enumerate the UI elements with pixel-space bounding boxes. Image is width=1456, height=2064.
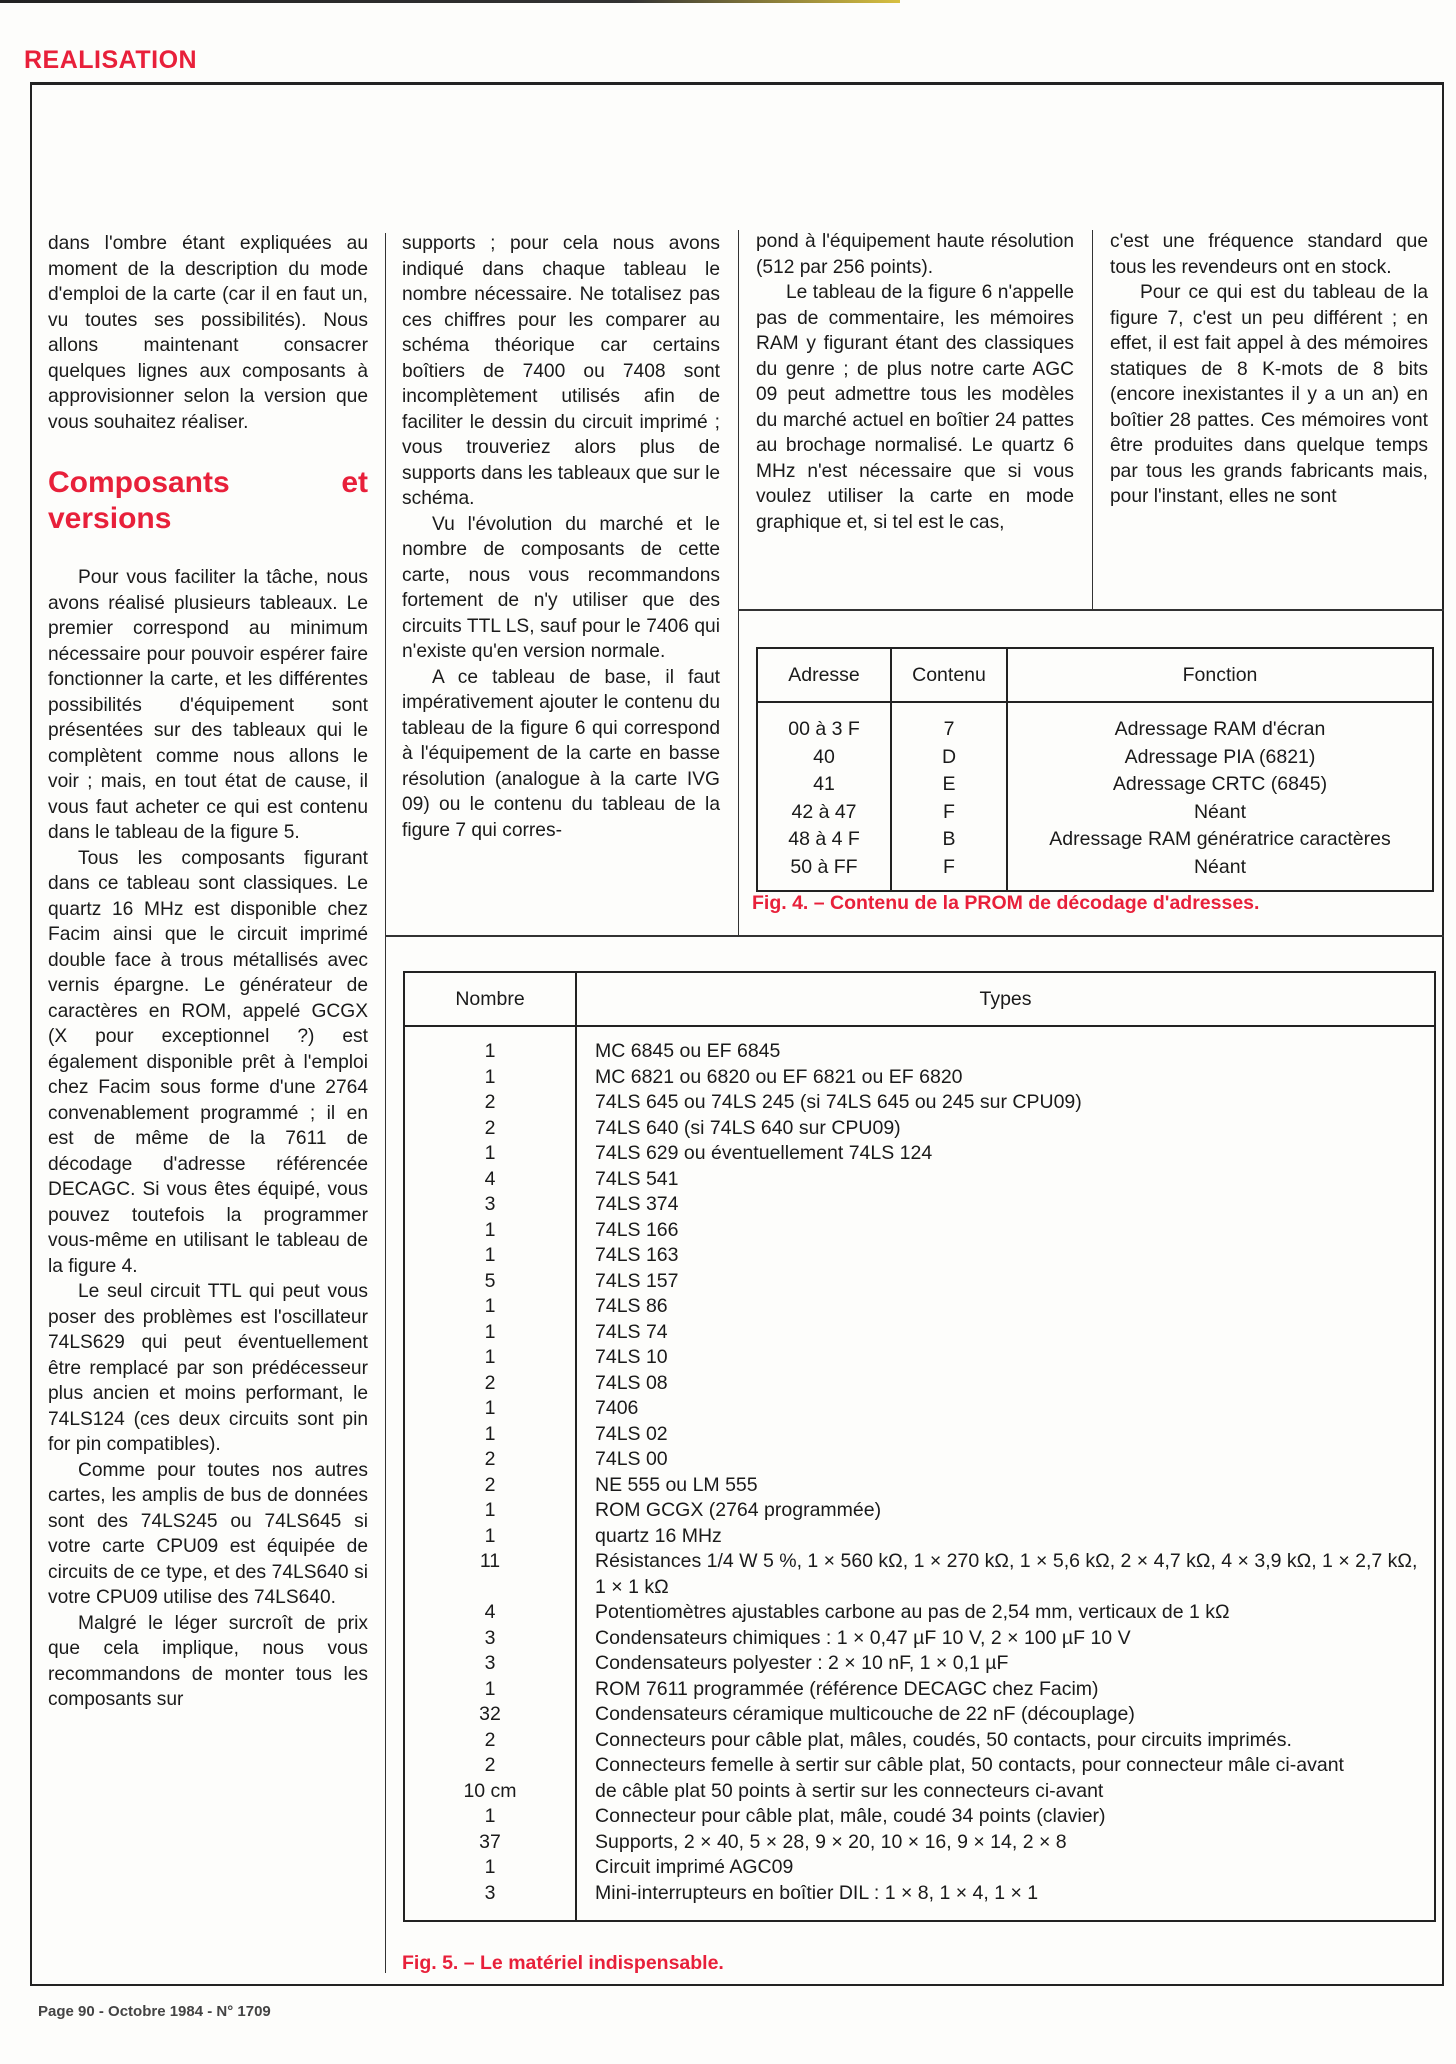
- table-row: [404, 1600, 1435, 1626]
- address-cell: 48 à 4 F: [757, 826, 891, 854]
- type-cell: 74LS 74: [595, 1320, 668, 1343]
- paragraph: Malgré le léger surcroît de prix que cela implique, nous vous recommandons de monter tous les composants sur: [48, 1612, 368, 1710]
- paragraph: Comme pour toutes nos autres cartes, les amplis de bus de données sont des 74LS245 ou 74LS645 si votre carte CPU09 est équipée de circuits de ce type, et des 74LS640 si votre CPU09 utilise des 74LS640.: [48, 1459, 368, 1608]
- paragraph: pond à l'équipement haute résolution (512 par 256 points).: [756, 231, 1074, 278]
- column-header: Contenu: [891, 648, 1007, 702]
- quantity-cell: 1: [404, 1345, 576, 1371]
- function-cell: Adressage RAM génératrice caractères: [1049, 828, 1391, 850]
- table-row: [404, 1473, 1435, 1499]
- table-row: [757, 744, 1433, 772]
- type-cell: Circuit imprimé AGC09: [595, 1856, 794, 1878]
- type-cell: 74LS 640 (si 74LS 640 sur CPU09): [595, 1116, 901, 1139]
- type-cell: 74LS 08: [595, 1371, 668, 1394]
- table-row: [404, 1396, 1435, 1422]
- table-row: [404, 1626, 1435, 1652]
- quantity-cell: 2: [404, 1447, 576, 1473]
- type-cell: Condensateurs céramique multicouche de 22 nF (découplage): [595, 1703, 1135, 1725]
- quantity-cell: 1: [404, 1243, 576, 1269]
- column-header: Adresse: [757, 648, 891, 702]
- type-cell: 74LS 541: [595, 1167, 679, 1190]
- column-divider: [385, 233, 386, 1973]
- column-header: Nombre: [404, 972, 576, 1026]
- type-cell: Connecteurs pour câble plat, mâles, coudés, 50 contacts, pour circuits imprimés.: [595, 1728, 1292, 1751]
- column-header: Fonction: [1007, 648, 1433, 702]
- type-cell: ROM GCGX (2764 programmée): [595, 1499, 882, 1521]
- table-row: [404, 1422, 1435, 1448]
- table-row: [404, 1065, 1435, 1091]
- table-row: [404, 1549, 1435, 1600]
- column-divider: [738, 230, 739, 935]
- function-cell: Adressage CRTC (6845): [1112, 773, 1328, 795]
- quantity-cell: 1: [404, 1855, 576, 1881]
- table-row: [404, 1677, 1435, 1703]
- paragraph: c'est une fréquence standard que tous les revendeurs ont en stock.: [1110, 231, 1428, 278]
- quantity-cell: 1: [404, 1422, 576, 1448]
- type-cell: quartz 16 MHz: [595, 1524, 722, 1547]
- table-row: [757, 854, 1433, 892]
- type-cell: Résistances 1/4 W 5 %, 1 × 560 kΩ, 1 × 270 kΩ, 1 × 5,6 kΩ, 2 × 4,7 kΩ, 4 × 3,9 kΩ, 1 × 2,7 kΩ, 1 × 1 kΩ: [595, 1550, 1418, 1598]
- type-cell: MC 6845 ou EF 6845: [595, 1040, 781, 1062]
- quantity-cell: 1: [404, 1804, 576, 1830]
- type-cell: ROM 7611 programmée (référence DECAGC chez Facim): [595, 1677, 1099, 1700]
- table-row: [404, 1167, 1435, 1193]
- type-cell: de câble plat 50 points à sertir sur les connecteurs ci-avant: [595, 1779, 1104, 1802]
- type-cell: 74LS 157: [595, 1269, 679, 1292]
- type-cell: 74LS 10: [595, 1346, 668, 1368]
- quantity-cell: 3: [404, 1651, 576, 1677]
- column-divider: [1092, 230, 1093, 610]
- column-1: [48, 231, 368, 1713]
- type-cell: Connecteur pour câble plat, mâle, coudé 34 points (clavier): [595, 1805, 1106, 1827]
- quantity-cell: 1: [404, 1141, 576, 1167]
- table-row: [404, 1498, 1435, 1524]
- table-row: [404, 1294, 1435, 1320]
- quantity-cell: 1: [404, 1294, 576, 1320]
- content-cell: F: [891, 799, 1007, 827]
- address-cell: 50 à FF: [757, 854, 891, 892]
- type-cell: 74LS 00: [595, 1448, 668, 1470]
- table-row: [404, 1651, 1435, 1677]
- section-header: REALISATION: [24, 46, 198, 74]
- paragraph: Pour vous faciliter la tâche, nous avons réalisé plusieurs tableaux. Le premier correspond au minimum nécessaire pour pouvoir espérer faire fonctionner la carte, et les différentes possibilités d'équipement sont présentées sur des tableaux qui le complètent comme nous allons le voir ; mais, en tout état de cause, il vous faut acheter ce qui est contenu dans le tableau de la figure 5.: [48, 567, 368, 843]
- type-cell: Connecteurs femelle à sertir sur câble plat, 50 contacts, pour connecteur mâle ci-avant: [595, 1754, 1344, 1776]
- quantity-cell: 3: [404, 1626, 576, 1652]
- quantity-cell: 1: [404, 1065, 576, 1091]
- quantity-cell: 32: [404, 1702, 576, 1728]
- table-row: [404, 1830, 1435, 1856]
- table-row: [757, 826, 1433, 854]
- quantity-cell: 1: [404, 1218, 576, 1244]
- quantity-cell: 2: [404, 1090, 576, 1116]
- function-cell: Adressage PIA (6821): [1124, 745, 1316, 768]
- table-row: [404, 1447, 1435, 1473]
- address-cell: 40: [757, 744, 891, 772]
- table-row: [404, 1218, 1435, 1244]
- quantity-cell: 1: [404, 1026, 576, 1065]
- quantity-cell: 4: [404, 1600, 576, 1626]
- table-row: [404, 1192, 1435, 1218]
- quantity-cell: 1: [404, 1498, 576, 1524]
- column-2: [402, 231, 720, 843]
- quantity-cell: 3: [404, 1881, 576, 1922]
- type-cell: Mini-interrupteurs en boîtier DIL : 1 × 8, 1 × 4, 1 × 1: [595, 1881, 1039, 1904]
- function-cell: Néant: [1193, 855, 1247, 878]
- type-cell: 74LS 02: [595, 1422, 668, 1445]
- paragraph: Pour ce qui est du tableau de la figure 7, c'est un peu différent ; en effet, il est fait appel à des mémoires statiques de 8 K-mots de 8 bits (encore inexistantes il y a un an) en boîtier 28 pattes. Ces mémoires vont être produites dans quelque temps par tous les grands fabricants mais, pour l'instant, elles ne sont: [1110, 282, 1428, 507]
- quantity-cell: 2: [404, 1116, 576, 1142]
- address-cell: 00 à 3 F: [757, 702, 891, 744]
- figure-divider: [738, 609, 1444, 611]
- table-row: [404, 1881, 1435, 1922]
- table-row: [404, 1524, 1435, 1550]
- type-cell: 74LS 163: [595, 1244, 679, 1266]
- content-cell: 7: [891, 702, 1007, 744]
- quantity-cell: 2: [404, 1371, 576, 1397]
- table-row: [404, 1026, 1435, 1065]
- table-row: [757, 771, 1433, 799]
- type-cell: Condensateurs chimiques : 1 × 0,47 µF 10 V, 2 × 100 µF 10 V: [595, 1626, 1131, 1649]
- type-cell: MC 6821 ou 6820 ou EF 6821 ou EF 6820: [595, 1065, 963, 1088]
- type-cell: 7406: [595, 1397, 639, 1419]
- quantity-cell: 1: [404, 1396, 576, 1422]
- table-row: [404, 1728, 1435, 1754]
- content-cell: E: [891, 771, 1007, 799]
- table-header-row: [404, 972, 1435, 1026]
- column-header: Types: [576, 972, 1435, 1026]
- quantity-cell: 1: [404, 1524, 576, 1550]
- paragraph: Le tableau de la figure 6 n'appelle pas de commentaire, les mémoires RAM y figurant étant des classiques du genre ; de plus notre carte AGC 09 peut admettre tous les modèles du marché actuel en boîtier 24 pattes au brochage normalisé. Le quartz 6 MHz n'est nécessaire que si vous voulez utiliser la carte en mode graphique et, si tel est le cas,: [756, 282, 1074, 533]
- function-cell: Néant: [1193, 800, 1247, 823]
- fig4-caption: Fig. 4. – Contenu de la PROM de décodage d'adresses.: [752, 892, 1260, 914]
- table-row: [757, 702, 1433, 744]
- quantity-cell: 5: [404, 1269, 576, 1295]
- table-row: [404, 1779, 1435, 1805]
- quantity-cell: 2: [404, 1728, 576, 1754]
- quantity-cell: 37: [404, 1830, 576, 1856]
- table-header-row: [757, 648, 1433, 702]
- table-row: [404, 1320, 1435, 1346]
- quantity-cell: 10 cm: [404, 1779, 576, 1805]
- table-row: [404, 1116, 1435, 1142]
- type-cell: NE 555 ou LM 555: [595, 1473, 758, 1496]
- fig4-table: [756, 647, 1434, 892]
- paragraph: Vu l'évolution du marché et le nombre de composants de cette carte, nous vous recommandons fortement de n'y utiliser que des circuits TTL LS, sauf pour le 7406 qui n'existe qu'en version normale.: [402, 513, 720, 662]
- type-cell: Supports, 2 × 40, 5 × 28, 9 × 20, 10 × 16, 9 × 14, 2 × 8: [595, 1830, 1067, 1853]
- table-row: [404, 1243, 1435, 1269]
- table-row: [404, 1855, 1435, 1881]
- type-cell: 74LS 166: [595, 1218, 679, 1241]
- quantity-cell: 11: [404, 1549, 576, 1600]
- address-cell: 41: [757, 771, 891, 799]
- quantity-cell: 2: [404, 1473, 576, 1499]
- table-row: [404, 1345, 1435, 1371]
- type-cell: 74LS 374: [595, 1193, 679, 1215]
- quantity-cell: 1: [404, 1320, 576, 1346]
- content-cell: B: [891, 826, 1007, 854]
- table-row: [404, 1371, 1435, 1397]
- figure-divider: [385, 935, 1444, 937]
- top-rule: [0, 0, 900, 3]
- type-cell: Condensateurs polyester : 2 × 10 nF, 1 × 0,1 µF: [595, 1652, 1009, 1674]
- content-cell: D: [891, 744, 1007, 772]
- table-row: [404, 1141, 1435, 1167]
- type-cell: 74LS 86: [595, 1295, 668, 1317]
- table-row: [404, 1804, 1435, 1830]
- paragraph: A ce tableau de base, il faut impérativement ajouter le contenu du tableau de la figure 6 qui correspond à l'équipement de la carte en basse résolution (analogue à la carte IVG 09) ou le contenu du tableau de la figure 7 qui corres-: [402, 666, 720, 841]
- content-cell: F: [891, 854, 1007, 892]
- page-footer: Page 90 - Octobre 1984 - N° 1709: [38, 2003, 271, 2020]
- fig5-table: [403, 971, 1436, 1922]
- quantity-cell: 4: [404, 1167, 576, 1193]
- quantity-cell: 2: [404, 1753, 576, 1779]
- section-heading: Composants et versions: [48, 466, 368, 535]
- function-cell: Adressage RAM d'écran: [1114, 718, 1326, 740]
- paragraph: Le seul circuit TTL qui peut vous poser des problèmes est l'oscillateur 74LS629 qui peut éventuellement être remplacé par son prédécesseur plus ancien et moins performant, le 74LS124 (ces deux circuits sont pin for pin compatibles).: [48, 1281, 368, 1455]
- type-cell: Potentiomètres ajustables carbone au pas de 2,54 mm, verticaux de 1 kΩ: [595, 1601, 1230, 1623]
- type-cell: 74LS 645 ou 74LS 245 (si 74LS 645 ou 245 sur CPU09): [595, 1091, 1082, 1113]
- column-3: [756, 229, 1074, 535]
- paragraph: supports ; pour cela nous avons indiqué dans chaque tableau le nombre nécessaire. Ne totalisez pas ces chiffres pour les comparer au schéma théorique car certains boîtiers de 7400 ou 7408 sont incomplètement utilisés afin de faciliter le dessin du circuit imprimé ; vous trouveriez alors plus de supports dans les tableaux que sur le schéma.: [402, 233, 720, 509]
- address-cell: 42 à 47: [757, 799, 891, 827]
- table-row: [404, 1753, 1435, 1779]
- quantity-cell: 1: [404, 1677, 576, 1703]
- table-row: [404, 1090, 1435, 1116]
- quantity-cell: 3: [404, 1192, 576, 1218]
- table-row: [404, 1702, 1435, 1728]
- table-row: [404, 1269, 1435, 1295]
- paragraph: Tous les composants figurant dans ce tableau sont classiques. Le quartz 16 MHz est disponible chez Facim ainsi que le circuit imprimé double face à trous métallisés avec vernis épargne. Le générateur de caractères en ROM, appelé GCGX (X pour exceptionnel ?) est également disponible prêt à l'emploi chez Facim sous forme d'une 2764 convenablement programmé ; il en est de même de la 7611 de décodage d'adresse référencée DECAGC. Si vous êtes équipé, vous pouvez toutefois la programmer vous-même en utilisant le tableau de la figure 4.: [48, 847, 368, 1277]
- type-cell: 74LS 629 ou éventuellement 74LS 124: [595, 1142, 933, 1164]
- paragraph: dans l'ombre étant expliquées au moment de la description du mode d'emploi de la carte (car il en faut un, vu toutes ses possibilités). Nous allons maintenant consacrer quelques lignes aux composants à approvisionner selon la version que vous souhaitez réaliser.: [48, 233, 368, 433]
- fig5-caption: Fig. 5. – Le matériel indispensable.: [402, 1952, 724, 1974]
- table-row: [757, 799, 1433, 827]
- column-4: [1110, 229, 1428, 510]
